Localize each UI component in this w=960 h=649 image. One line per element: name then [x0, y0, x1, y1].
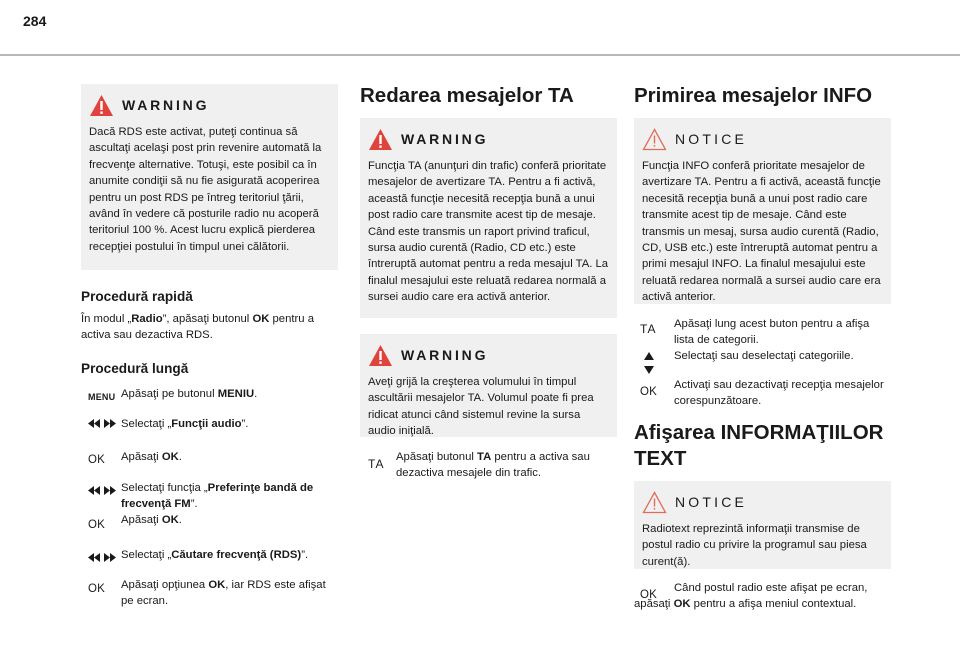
info-section-heading: Primirea mesajelor INFO — [634, 84, 873, 107]
warning-header — [368, 126, 610, 152]
notice-header — [642, 489, 884, 515]
notice-triangle-icon — [642, 128, 667, 151]
warning-box-volume — [360, 334, 617, 437]
step-ta-long-press-text: Apăsaţi lung acest buton pentru a afişa lista de categorii. — [674, 318, 870, 346]
column-3 — [634, 84, 891, 612]
column-2 — [360, 84, 617, 481]
ok-button-icon: OK — [88, 519, 106, 531]
ta-button-icon: TA — [368, 457, 385, 471]
notice-header — [642, 126, 884, 152]
ta-section-heading: Redarea mesajelor TA — [360, 84, 574, 107]
warning-title: WARNING — [401, 131, 489, 147]
step-context-menu — [634, 580, 891, 612]
warning-triangle-icon — [368, 344, 393, 367]
step-menu-text: Apăsaţi pe butonul MENIU. — [121, 388, 258, 400]
step-ta-long-press — [634, 316, 891, 348]
step-ta-button — [360, 449, 617, 481]
step-fm-preferences — [81, 480, 338, 512]
step-toggle-reception — [634, 377, 891, 409]
warning-text: Aveţi grijă la creşterea volumului în timpul ascultării mesajelor TA. Volumul poate fi prea ridicat atunci când sistemul revine la sursa audio iniţială. — [368, 376, 594, 438]
warning-title: WARNING — [401, 347, 489, 363]
warning-text: Funcţia TA (anunţuri din trafic) conferă prioritate mesajelor de avertizare TA. Pentru a fi activă, această funcţie necesită recepţia bună a unui post radio care transmite acest tip de mesaje. Când este transmis un raport privind traficul, sursa audio curentă (Radio, CD etc.) este întreruptă automat pentru a reda mesajul TA. La finalul mesajului este reluată redarea normală a sursei audio care era activă anterior. — [368, 160, 609, 304]
up-down-arrows-icon — [644, 352, 654, 374]
step-press-ok-2-text: Apăsaţi OK. — [121, 514, 182, 526]
warning-header — [89, 92, 331, 118]
notice-box-radiotext — [634, 481, 891, 569]
step-menu — [81, 386, 338, 416]
step-audio-functions-text: Selectaţi „Funcţii audio”. — [121, 418, 249, 430]
ok-button-icon: OK — [640, 589, 658, 601]
notice-text: Radiotext reprezintă informaţii transmise de postul radio cu privire la programul sau piesa curent(ă). — [642, 523, 867, 568]
step-select-categories-text: Selectaţi sau deselectaţi categoriile. — [674, 350, 854, 362]
text-info-section-heading: Afişarea INFORMAŢIILOR TEXT — [634, 421, 884, 470]
step-press-ok-3 — [81, 576, 338, 609]
step-context-menu-text: Când postul radio este afişat pe ecran, apăsaţi OK pentru a afişa meniul contextual. — [634, 582, 868, 610]
warning-header — [368, 342, 610, 368]
left-right-arrows-icon — [88, 553, 116, 562]
step-audio-functions — [81, 416, 338, 449]
header-rule — [0, 54, 960, 56]
ok-button-icon: OK — [640, 386, 658, 398]
warning-box-ta — [360, 118, 617, 318]
step-press-ok-3-text: Apăsaţi opţiunea OK, iar RDS este afişat pe ecran. — [121, 579, 326, 607]
page-number: 284 — [23, 13, 47, 29]
step-ta-button-text: Apăsaţi butonul TA pentru a activa sau dezactiva mesajele din trafic. — [396, 451, 590, 479]
notice-title: NOTICE — [675, 494, 748, 510]
ok-button-icon: OK — [88, 454, 106, 466]
ok-button-icon: OK — [88, 583, 106, 595]
step-toggle-reception-text: Activaţi sau dezactivaţi recepţia mesajelor corespunzătoare. — [674, 379, 884, 407]
warning-triangle-icon — [368, 128, 393, 151]
step-press-ok-1 — [81, 449, 338, 480]
warning-box-rds — [81, 84, 338, 270]
ta-button-icon: TA — [640, 322, 657, 336]
quick-procedure-text: În modul „Radio”, apăsaţi butonul OK pentru a activa sau dezactiva RDS. — [81, 313, 314, 341]
notice-triangle-icon — [642, 491, 667, 514]
column-1 — [81, 84, 338, 609]
left-right-arrows-icon — [88, 419, 116, 428]
warning-text: Dacă RDS este activat, puteţi continua să ascultaţi acelaşi post prin revenire automată la frecvenţe alternative. Totuşi, este posibil ca în anumite condiţii să nu fie asigurată acoperirea pentru un post RDS pe întreg teritoriul ţării, având în vedere că posturile radio nu acoperă teritoriul 100 %. Acest lucru explică pierderea recepţiei postului în timpul unei călătorii. — [89, 126, 322, 253]
menu-button-icon: MENU — [88, 392, 116, 402]
long-procedure-heading: Procedură lungă — [81, 361, 189, 376]
step-select-categories — [634, 348, 891, 364]
left-right-arrows-icon — [88, 486, 116, 495]
notice-title: NOTICE — [675, 131, 748, 147]
step-fm-preferences-text: Selectaţi funcţia „Preferinţe bandă de frecvenţă FM”. — [121, 482, 314, 510]
step-frequency-search-text: Selectaţi „Căutare frecvenţă (RDS)”. — [121, 549, 309, 561]
quick-procedure-heading: Procedură rapidă — [81, 289, 193, 304]
step-press-ok-2 — [81, 512, 338, 543]
warning-title: WARNING — [122, 97, 210, 113]
warning-triangle-icon — [89, 94, 114, 117]
notice-box-info — [634, 118, 891, 304]
step-frequency-search — [81, 543, 338, 576]
step-press-ok-1-text: Apăsaţi OK. — [121, 451, 182, 463]
notice-text: Funcţia INFO conferă prioritate mesajelor de avertizare TA. Pentru a fi activă, această funcţie necesită recepţia bună a unui post radio care transmite acest tip de mesaje. Când este transmis un mesaj, sursa audio curentă (Radio, CD, USB etc.) este întreruptă automat pentru a primi mesajul INFO. La finalul mesajului este reluată redarea normală a sursei audio care era activă anterior. — [642, 160, 881, 304]
